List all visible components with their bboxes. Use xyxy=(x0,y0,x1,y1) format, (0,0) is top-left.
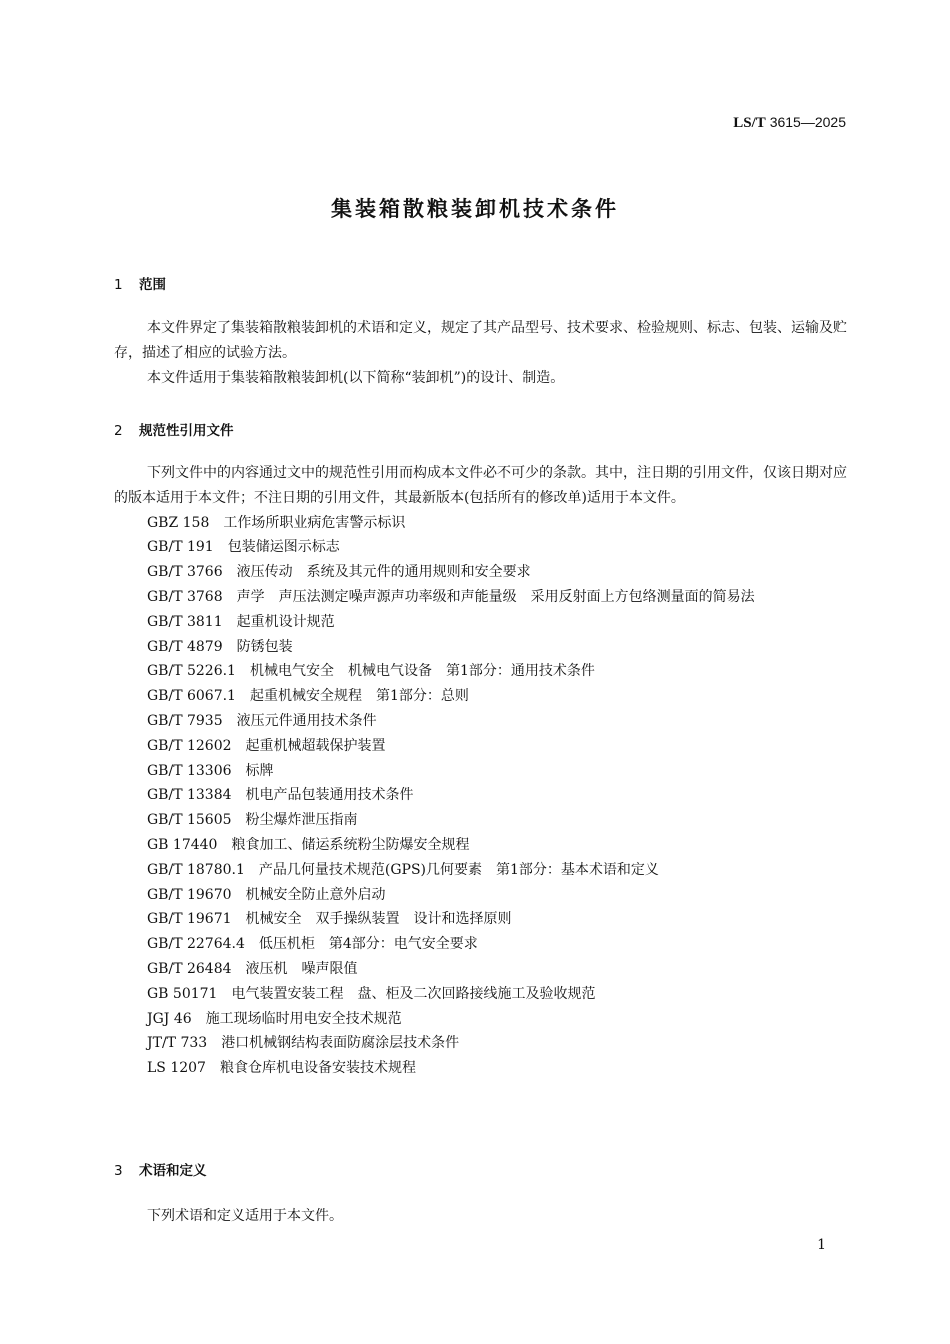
reference-item xyxy=(114,1007,847,1032)
reference-item xyxy=(114,709,847,734)
reference-item xyxy=(114,1031,847,1056)
reference-item xyxy=(114,907,847,932)
reference-item xyxy=(114,684,847,709)
paragraph: 下列术语和定义适用于本文件。 xyxy=(147,1208,343,1224)
reference-item xyxy=(114,511,847,536)
reference-title: 施工现场临时用电安全技术规范 xyxy=(205,1010,402,1027)
reference-code: GB/T 12602 xyxy=(147,737,232,754)
reference-item xyxy=(114,560,847,585)
reference-title: 机械电气安全 机械电气设备 第1部分：通用技术条件 xyxy=(249,663,595,680)
reference-code: GB 17440 xyxy=(147,836,218,853)
reference-code: JGJ 46 xyxy=(147,1010,192,1027)
reference-code: GB/T 4879 xyxy=(147,638,223,655)
reference-title: 粉尘爆炸泄压指南 xyxy=(245,812,358,829)
reference-item xyxy=(114,585,847,610)
reference-item xyxy=(114,833,847,858)
reference-title: 机械安全 双手操纵装置 设计和选择原则 xyxy=(245,911,512,928)
page-number: 1 xyxy=(817,1237,826,1253)
reference-code: GB/T 13384 xyxy=(147,787,232,804)
reference-code: GBZ 158 xyxy=(147,514,210,531)
reference-title: 起重机械超载保护装置 xyxy=(245,737,386,754)
reference-title: 电气装置安装工程 盘、柜及二次回路接线施工及验收规范 xyxy=(231,985,596,1002)
paragraph: 本文件适用于集装箱散粮装卸机(以下简称“装卸机”)的设计、制造。 xyxy=(147,369,565,386)
section-2-body xyxy=(114,461,847,1081)
reference-title: 港口机械钢结构表面防腐涂层技术条件 xyxy=(221,1035,460,1052)
section-number: 3 xyxy=(114,1163,123,1179)
reference-code: GB/T 3766 xyxy=(147,564,223,581)
reference-code: GB/T 26484 xyxy=(147,960,232,977)
reference-code: GB/T 19671 xyxy=(147,911,232,928)
reference-code: GB/T 6067.1 xyxy=(147,688,236,705)
reference-code: GB/T 191 xyxy=(147,539,214,556)
code-prefix: LS/T xyxy=(733,115,766,131)
section-heading-2 xyxy=(114,419,234,439)
reference-code: GB/T 19670 xyxy=(147,886,232,903)
reference-code: GB/T 15605 xyxy=(147,812,232,829)
section-number: 1 xyxy=(114,277,123,293)
reference-title: 起重机设计规范 xyxy=(236,613,335,630)
section-title: 规范性引用文件 xyxy=(139,423,234,439)
reference-code: GB/T 13306 xyxy=(147,762,232,779)
reference-list xyxy=(114,511,847,1081)
reference-code: GB/T 3811 xyxy=(147,613,223,630)
section-heading-3 xyxy=(114,1159,207,1179)
reference-item xyxy=(114,759,847,784)
reference-title: 液压机 噪声限值 xyxy=(245,960,358,977)
reference-title: 粮食加工、储运系统粉尘防爆安全规程 xyxy=(231,836,470,853)
reference-item xyxy=(114,858,847,883)
reference-title: 粮食仓库机电设备安装技术规程 xyxy=(219,1060,416,1077)
reference-code: GB/T 22764.4 xyxy=(147,936,245,953)
section-title: 术语和定义 xyxy=(139,1163,207,1179)
section-1-body xyxy=(114,316,847,390)
reference-item xyxy=(114,1056,847,1081)
reference-title: 低压机柜 第4部分：电气安全要求 xyxy=(258,936,478,953)
reference-title: 声学 声压法测定噪声源声功率级和声能量级 采用反射面上方包络测量面的简易法 xyxy=(236,588,755,605)
reference-item xyxy=(114,982,847,1007)
reference-code: GB/T 3768 xyxy=(147,588,223,605)
reference-item xyxy=(114,734,847,759)
section-heading-1 xyxy=(114,273,166,293)
reference-code: GB 50171 xyxy=(147,985,218,1002)
reference-item xyxy=(114,659,847,684)
reference-title: 机电产品包装通用技术条件 xyxy=(245,787,414,804)
document-code xyxy=(733,114,846,132)
section-title: 范围 xyxy=(139,277,166,293)
reference-title: 产品几何量技术规范(GPS)几何要素 第1部分：基本术语和定义 xyxy=(258,861,659,878)
reference-title: 工作场所职业病危害警示标识 xyxy=(223,514,406,531)
reference-item xyxy=(114,957,847,982)
reference-item xyxy=(114,932,847,957)
reference-item xyxy=(114,808,847,833)
reference-item xyxy=(114,635,847,660)
section-3-body xyxy=(114,1204,847,1229)
reference-title: 标牌 xyxy=(245,762,274,779)
reference-item xyxy=(114,883,847,908)
reference-code: GB/T 5226.1 xyxy=(147,663,236,680)
reference-item xyxy=(114,783,847,808)
paragraph: 本文件界定了集装箱散粮装卸机的术语和定义，规定了其产品型号、技术要求、检验规则、标志、包装、运输及贮存，描述了相应的试验方法。 xyxy=(114,320,847,361)
section-number: 2 xyxy=(114,423,123,439)
reference-title: 起重机械安全规程 第1部分：总则 xyxy=(249,688,469,705)
document-title: 集装箱散粮装卸机技术条件 xyxy=(331,197,619,221)
reference-code: JT/T 733 xyxy=(147,1035,208,1052)
reference-code: GB/T 18780.1 xyxy=(147,861,245,878)
reference-title: 液压元件通用技术条件 xyxy=(236,712,377,729)
reference-title: 机械安全防止意外启动 xyxy=(245,886,386,903)
reference-code: GB/T 7935 xyxy=(147,712,223,729)
reference-title: 防锈包装 xyxy=(236,638,293,655)
code-number: 3615—2025 xyxy=(769,114,846,130)
reference-title: 液压传动 系统及其元件的通用规则和安全要求 xyxy=(236,564,531,581)
reference-item xyxy=(114,610,847,635)
paragraph: 下列文件中的内容通过文中的规范性引用而构成本文件必不可少的条款。其中，注日期的引用文件，仅该日期对应的版本适用于本文件；不注日期的引用文件，其最新版本(包括所有的修改单)适用于本文件。 xyxy=(114,465,847,506)
reference-title: 包装储运图示标志 xyxy=(227,539,340,556)
reference-item xyxy=(114,535,847,560)
reference-code: LS 1207 xyxy=(147,1060,206,1077)
